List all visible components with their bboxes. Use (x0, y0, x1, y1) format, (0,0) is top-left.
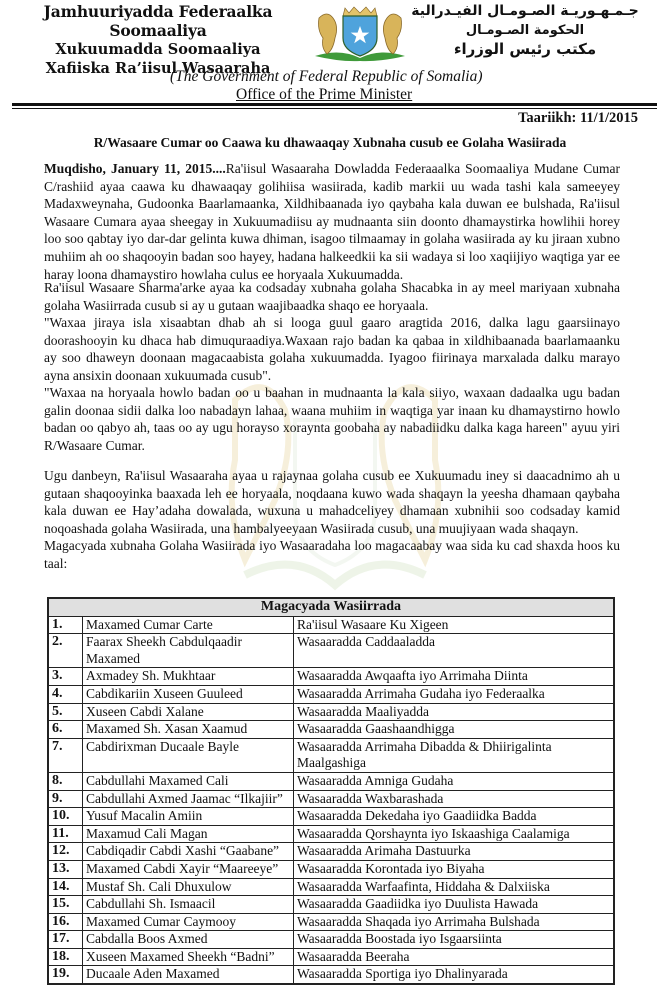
table-header: Magacyada Wasiirrada (48, 598, 614, 616)
table-row: 14. Mustaf Sh. Cali Dhuxulow Wasaaradda Warfaafinta, Hiddaha & Dalxiiska (48, 878, 614, 896)
paragraph-intro-text: Ra'iisul Wasaaraha Dowladda Federaaalka Soomaaliya Mudane Cumar C/rashiid ayaa caawa ku dhawaaqay golihiisa wasiirada, kadib markii uu wada tashi kala sameeyey Madaxweynaha, Gudoonka Baarlamaanka, Xildhibaanada iyo qaybaha kala duwan ee bulshada, Ra'iisul Wasaare Cumara ayaa sheegay in Xukuumadiisu ay mudnaanta siin doonto dhamaystirka howlihii horey loo soo qabtay iyo dar-dar gelinta kuwa dhiman, isagoo tilmaamay in golaha wasiirada ay ku jiraan xubno muhiim ah oo shaqooyin badan soo hayey, hadana halkeedkii ka sii wadaya si loo xaqiijiyo waqtiga yar ee haray loona dhamaystiro howlaha culus ee horyaala Xukuumadda. (44, 161, 621, 282)
header-rule-thick (12, 103, 657, 106)
header-arabic-office: مكتب رئيس الوزراء (453, 40, 597, 58)
office-subtitle: Office of the Prime Minister (236, 86, 413, 103)
header-rule-thin (12, 108, 657, 109)
paragraph-intro (44, 160, 620, 283)
table-row: 11. Maxamud Cali Magan Wasaaradda Qorshaynta iyo Iskaashiga Caalamiga (48, 825, 614, 843)
table-row: 3. Axmadey Sh. Mukhtaar Wasaaradda Awqaafta iyo Arrimaha Diinta (48, 668, 614, 686)
table-row: 19. Ducaale Aden Maxamed Wasaaradda Sportiga iyo Dhalinyarada (48, 966, 614, 984)
document-date: Taariikh: 11/1/2015 (518, 110, 638, 126)
header-arabic-government: الحكومة الصـومـال (465, 23, 585, 38)
header-line-office: Xafiiska Ra’iisul Wasaaraha (45, 60, 271, 77)
table-row: 15. Cabdullahi Sh. Ismaacil Wasaaradda Gaadiidka iyo Duulista Hawada (48, 896, 614, 914)
government-subtitle: (The Government of Federal Republic of Somalia) (170, 68, 483, 85)
table-row: 9. Cabdullahi Axmed Jaamac “Ilkajiir” Wasaaradda Waxbarashada (48, 790, 614, 808)
table-row: 2. Faarax Sheekh Cabdulqaadir Maxamed Wasaaradda Caddaaladda (48, 634, 614, 668)
header-line-republic: Jamhuuriyadda Federaalka Soomaaliya (43, 2, 273, 40)
table-row: 6. Maxamed Sh. Xasan Xaamud Wasaaradda Gaashaandhigga (48, 721, 614, 739)
document-title: R/Wasaare Cumar oo Caawa ku dhawaaqay Xubnaha cusub ee Golaha Wasiirada (93, 135, 567, 150)
paragraph-closing: Ugu danbeyn, Ra'iisul Wasaaraha ayaa u rajaynaa golaha cusub ee Xukuumadu iney si daacadnimo ah u gutaan shaqooyinka baaxada leh ee horyaala, noqdaana kuwo wada shaqayn la yeesha dhamaan qaybaha kala duwan ee Hay’adaha dowalada, wuxuna u mahadceliyey dhamaan xubnihii soo codsaday kamid noqoashada golaha Wasiirada, una hambalyeeyaan Wasiirada cusub, una muujiyaan wada shaqayn. (44, 468, 620, 536)
ministers-table (47, 597, 615, 985)
table-row: 8. Cabdullahi Maxamed Cali Wasaaradda Amniga Gudaha (48, 772, 614, 790)
header-arabic-republic: جـمـهـوريـة الصـومـال الفيـدرالية (411, 3, 639, 19)
coat-of-arms-icon (305, 4, 415, 64)
header-line-government: Xukuumadda Soomaaliya (55, 41, 261, 58)
table-row: 13. Maxamed Cabdi Xayir “Maareeye” Wasaaradda Korontada iyo Biyaha (48, 860, 614, 878)
table-row: 7. Cabdirixman Ducaale Bayle Wasaaradda Arrimaha Dibadda & Dhiirigalinta Maalgashiga (48, 738, 614, 772)
header-somali (8, 2, 308, 78)
table-row: 17. Cabdalla Boos Axmed Wasaaradda Boostada iyo Isgaarsiinta (48, 931, 614, 949)
paragraph-request: Ra'iisul Wasaare Sharma'arke ayaa ka codsaday xubnaha golaha Shacabka in ay meel mariyaan xubnaha golaha Wasiirrada cusub si ay u gutaan waajibaadka shaqo ee horyaala. (44, 280, 620, 313)
table-row: 12. Cabdiqadir Cabdi Xashi “Gaabane” Wasaaradda Arimaha Dastuurka (48, 843, 614, 861)
paragraph-quote-2: "Waxaa na horyaala howlo badan oo u baahan in mudnaanta la kala siiyo, waxaan dadaalka ugu badan galin doonaa sidii dalka loo nabadayn lahaa, waana muhiim in waqtiga yar inaan ku dhamaystirno howlo badan oo qabyo ah, taas oo ay ugu horayso xoraynta goobaha ay nabadiidku dalka kaga hareen" ayuu yiri R/Wasaare Cumar. (44, 385, 620, 453)
paragraph-table-intro: Magacyada xubnaha Golaha Wasiirada iyo Wasaaradaha loo magacaabay waa sida ku cad shaxda hoos ku taal: (44, 538, 620, 571)
paragraph-quote-1: "Waxaa jiraya isla xisaabtan dhab ah si looga guul gaaro aragtida 2016, dalka lagu gaarsiinayo doorashooyin ku dhaca hab dimuquraadiya.Waxaan rajo badan ka qabaa in xildhibaanada baarlamaanku ay soo dhaweyn doonaan magacaabista golaha xukuumadda. Iyagoo fiirinaya marxalada dalku marayo ayna ansixin doonaan xukuumada cusub". (44, 315, 620, 383)
header-arabic (400, 2, 650, 59)
table-row: 10. Yusuf Macalin Amiin Wasaaradda Dekedaha iyo Gaadiidka Badda (48, 808, 614, 826)
table-row: 5. Xuseen Cabdi Xalane Wasaaradda Maaliyadda (48, 703, 614, 721)
table-row: 1. Maxamed Cumar Carte Ra'iisul Wasaare Ku Xigeen (48, 616, 614, 634)
table-row: 16. Maxamed Cumar Caymooy Wasaaradda Shaqada iyo Arrimaha Bulshada (48, 913, 614, 931)
table-row: 4. Cabdikariin Xuseen Guuleed Wasaaradda Arrimaha Gudaha iyo Federaalka (48, 685, 614, 703)
dateline: Muqdisho, January 11, 2015.... (44, 161, 226, 176)
table-row: 18. Xuseen Maxamed Sheekh “Badni” Wasaaradda Beeraha (48, 948, 614, 966)
